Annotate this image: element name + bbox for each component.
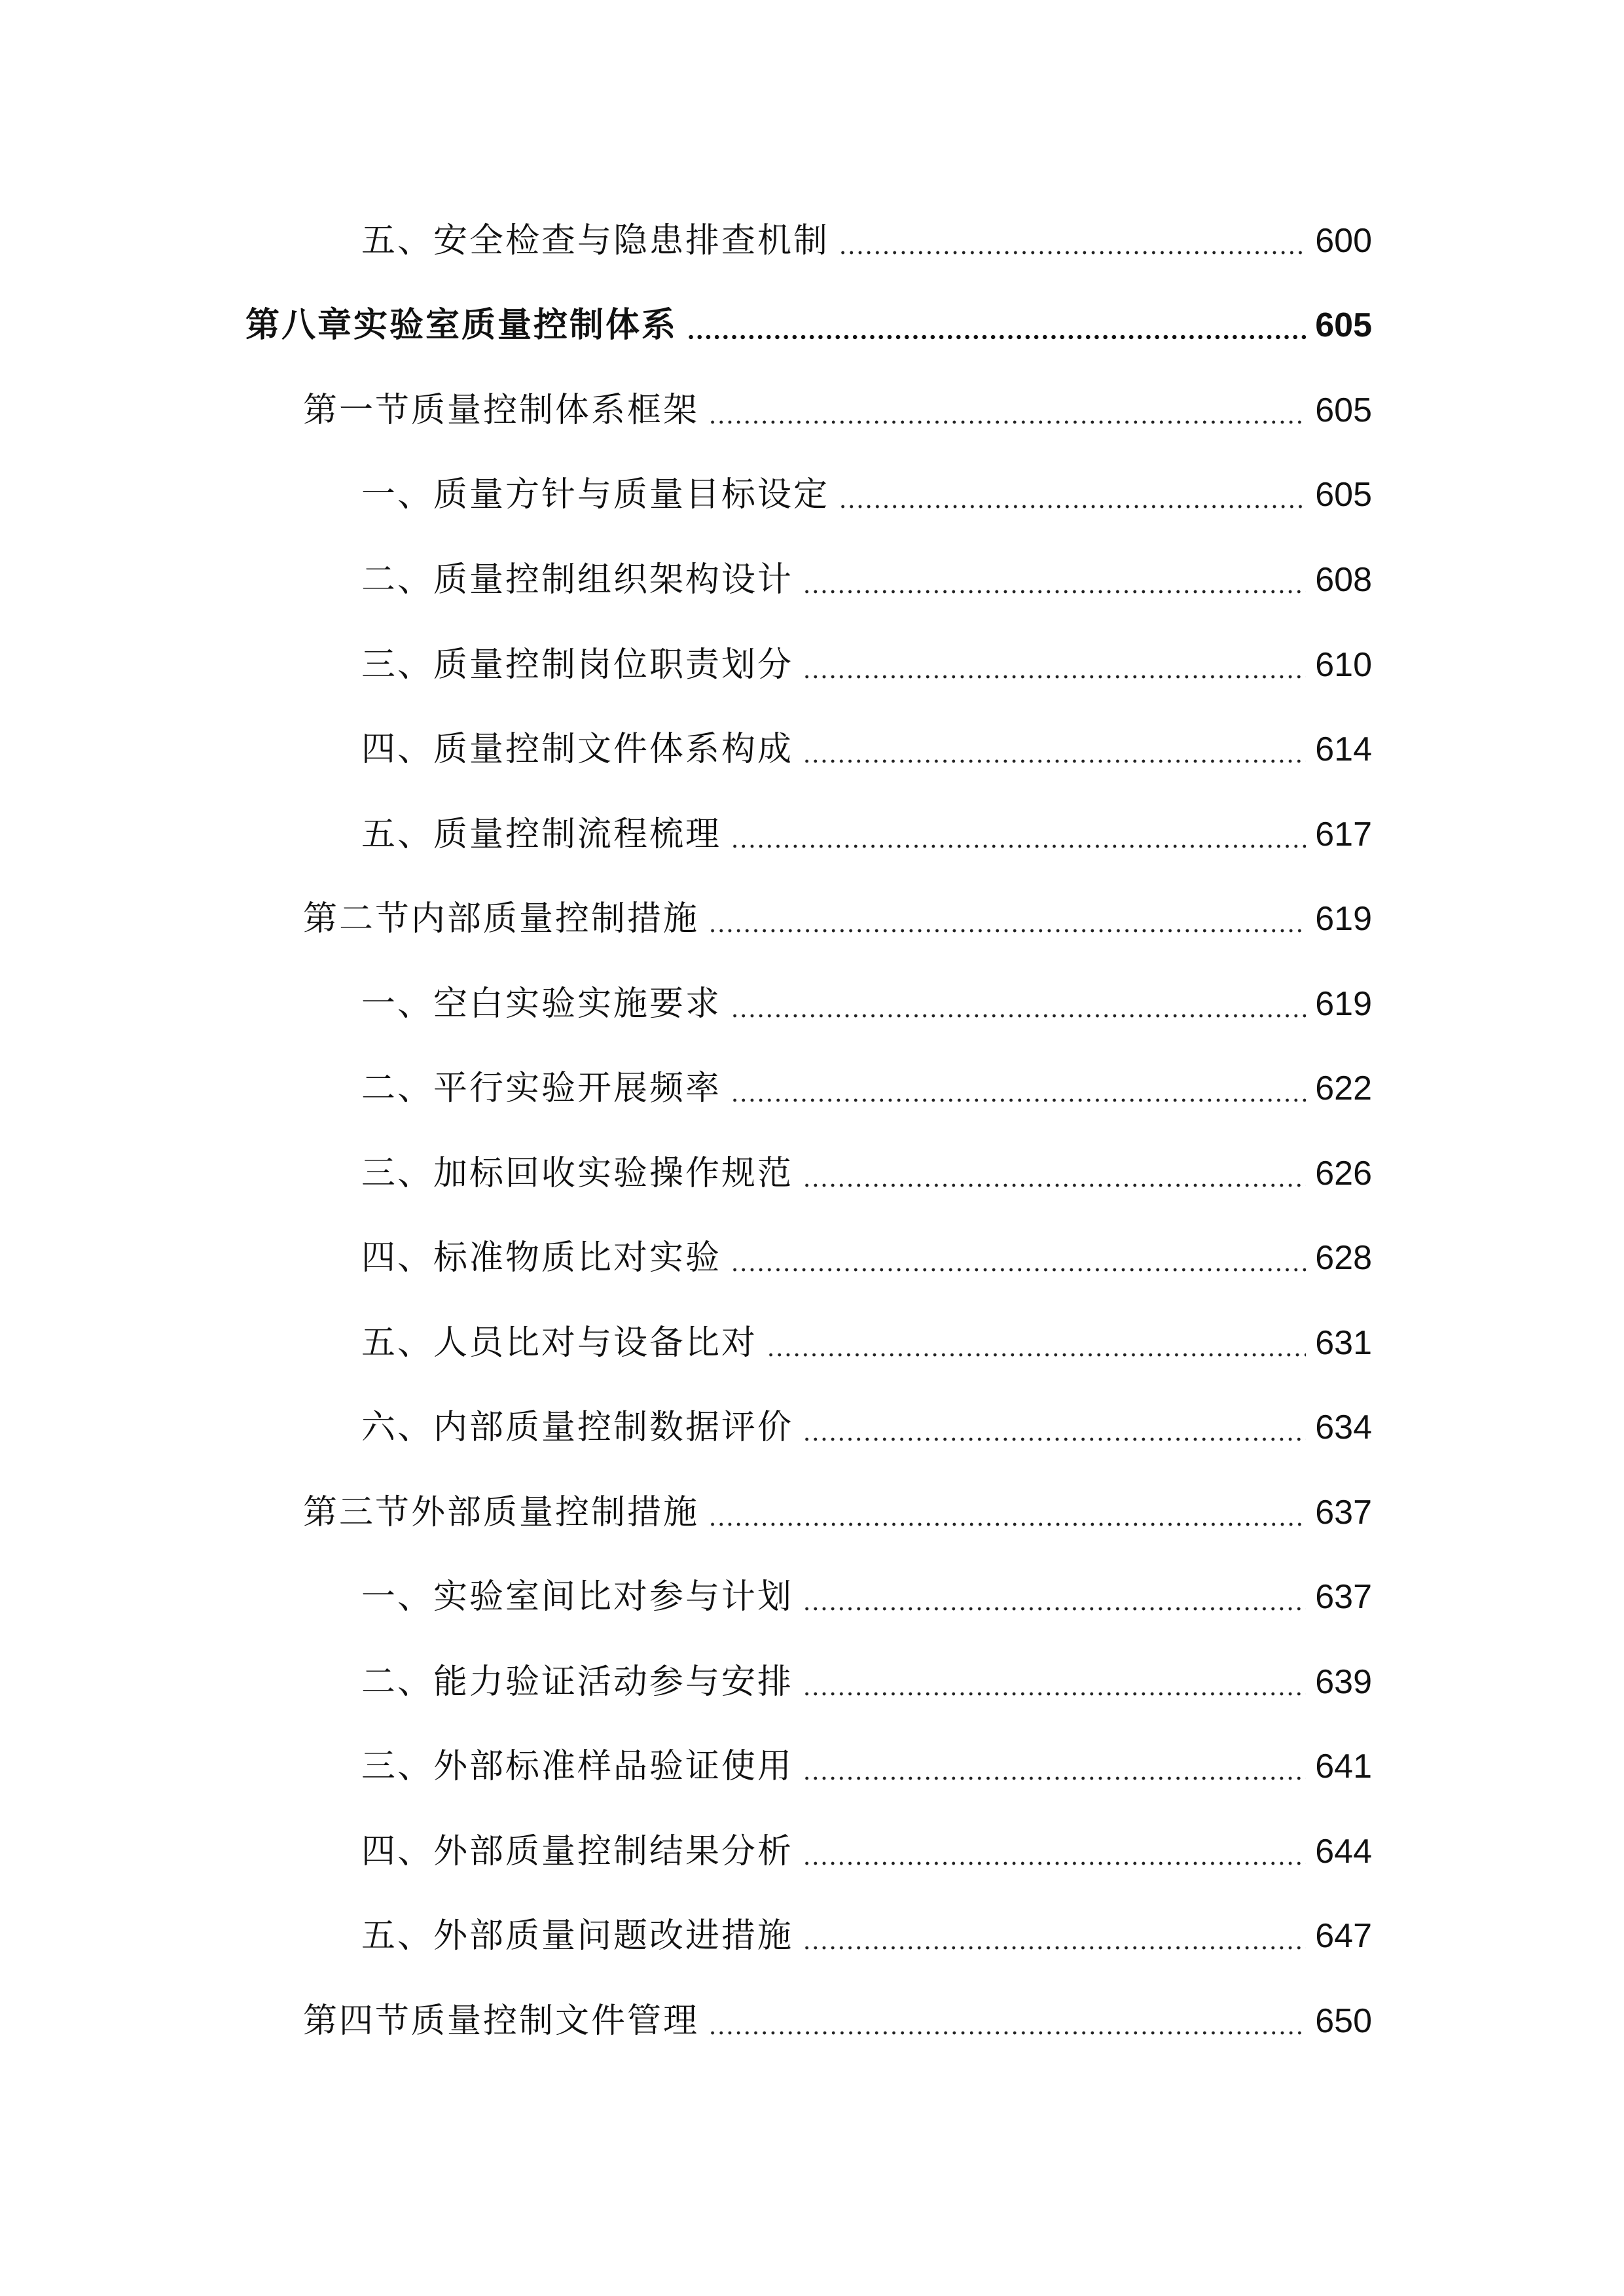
toc-dot-leader: [708, 2030, 1306, 2036]
toc-dot-leader: [803, 1776, 1306, 1781]
toc-entry-title: 第二节内部质量控制措施: [303, 899, 700, 939]
toc-entry-title: 五、外部质量问题改进措施: [361, 1916, 794, 1956]
toc-entry-title: 五、质量控制流程梳理: [361, 815, 722, 854]
toc-entry-title: 第一节质量控制体系框架: [303, 391, 700, 430]
toc-page-number: 608: [1315, 561, 1372, 599]
toc-dot-leader: [839, 250, 1306, 255]
toc-entry[interactable]: [361, 802, 1372, 867]
toc-section-entry[interactable]: [303, 378, 1372, 443]
toc-page-number: 641: [1315, 1748, 1372, 1785]
toc-entry[interactable]: [361, 462, 1372, 528]
toc-dot-leader: [803, 589, 1306, 594]
toc-dot-leader: [731, 844, 1306, 849]
toc-entry-title: 第八章实验室质量控制体系: [245, 306, 678, 345]
toc-dot-leader: [803, 1183, 1306, 1188]
toc-entry-title: 四、质量控制文件体系构成: [361, 730, 794, 769]
toc-entry[interactable]: [361, 971, 1372, 1037]
toc-entry[interactable]: [361, 717, 1372, 782]
toc-page-number: 626: [1315, 1155, 1372, 1193]
toc-entry-title: 一、实验室间比对参与计划: [361, 1577, 794, 1617]
toc-dot-leader: [731, 1267, 1306, 1272]
toc-entry-title: 二、平行实验开展频率: [361, 1069, 722, 1108]
toc-page-number: 605: [1315, 476, 1372, 514]
toc-page-number: 647: [1315, 1917, 1372, 1955]
toc-chapter-entry[interactable]: [245, 293, 1372, 358]
toc-entry[interactable]: [361, 1395, 1372, 1460]
toc-entry[interactable]: [361, 1819, 1372, 1884]
toc-dot-leader: [708, 928, 1306, 933]
toc-entry-title: 二、能力验证活动参与安排: [361, 1662, 794, 1702]
toc-page-number: 637: [1315, 1494, 1372, 1532]
toc-page-number: 619: [1315, 900, 1372, 938]
toc-entry-title: 五、人员比对与设备比对: [361, 1323, 758, 1363]
toc-page-number: 622: [1315, 1069, 1372, 1107]
toc-page-number: 639: [1315, 1663, 1372, 1701]
toc-entry-title: 一、质量方针与质量目标设定: [361, 475, 830, 514]
toc-page-number: 605: [1315, 306, 1372, 344]
toc-dot-leader: [803, 1437, 1306, 1442]
toc-page-number: 605: [1315, 391, 1372, 429]
toc-entry-title: 第三节外部质量控制措施: [303, 1493, 700, 1532]
toc-entry-title: 四、标准物质比对实验: [361, 1238, 722, 1278]
toc-entry[interactable]: [361, 1225, 1372, 1291]
toc-entry[interactable]: [361, 1564, 1372, 1630]
toc-page-number: 631: [1315, 1324, 1372, 1362]
toc-entry[interactable]: [361, 1903, 1372, 1969]
toc-page-number: 637: [1315, 1578, 1372, 1616]
toc-entry-title: 第四节质量控制文件管理: [303, 2001, 700, 2041]
toc-dot-leader: [839, 504, 1306, 509]
toc-dot-leader: [803, 1606, 1306, 1611]
toc-section-entry[interactable]: [303, 1480, 1372, 1545]
toc-entry-title: 三、外部标准样品验证使用: [361, 1747, 794, 1786]
toc-entry[interactable]: [361, 208, 1372, 274]
toc-dot-leader: [803, 674, 1306, 679]
toc-dot-leader: [731, 1098, 1306, 1103]
toc-section-entry[interactable]: [303, 1988, 1372, 2054]
toc-dot-leader: [687, 334, 1306, 340]
toc-page-number: 634: [1315, 1408, 1372, 1446]
toc-dot-leader: [708, 1522, 1306, 1527]
toc-entry[interactable]: [361, 1141, 1372, 1206]
toc-entry[interactable]: [361, 1056, 1372, 1121]
toc-page-number: 614: [1315, 730, 1372, 768]
toc-entry[interactable]: [361, 1734, 1372, 1799]
toc-dot-leader: [803, 1691, 1306, 1696]
toc-page-number: 600: [1315, 222, 1372, 260]
toc-page-number: 619: [1315, 985, 1372, 1023]
toc-dot-leader: [767, 1352, 1306, 1357]
toc-page-number: 610: [1315, 646, 1372, 684]
toc-entry[interactable]: [361, 547, 1372, 613]
toc-dot-leader: [731, 1013, 1306, 1018]
toc-page-number: 644: [1315, 1833, 1372, 1871]
toc-dot-leader: [803, 1945, 1306, 1950]
toc-dot-leader: [803, 759, 1306, 764]
toc-entry-title: 三、质量控制岗位职责划分: [361, 645, 794, 685]
toc-entry-title: 五、安全检查与隐患排查机制: [361, 221, 830, 260]
toc-dot-leader: [708, 420, 1306, 425]
toc-dot-leader: [803, 1861, 1306, 1866]
toc-entry[interactable]: [361, 1310, 1372, 1376]
toc-entry[interactable]: [361, 1649, 1372, 1715]
toc-entry-title: 四、外部质量控制结果分析: [361, 1832, 794, 1871]
toc-section-entry[interactable]: [303, 886, 1372, 952]
toc-entry[interactable]: [361, 632, 1372, 698]
toc-page-number: 617: [1315, 816, 1372, 853]
toc-page-number: 628: [1315, 1239, 1372, 1277]
toc-entry-title: 六、内部质量控制数据评价: [361, 1408, 794, 1447]
toc-entry-title: 二、质量控制组织架构设计: [361, 560, 794, 600]
toc-page-number: 650: [1315, 2002, 1372, 2040]
toc-entry-title: 一、空白实验实施要求: [361, 984, 722, 1024]
toc-entry-title: 三、加标回收实验操作规范: [361, 1154, 794, 1193]
